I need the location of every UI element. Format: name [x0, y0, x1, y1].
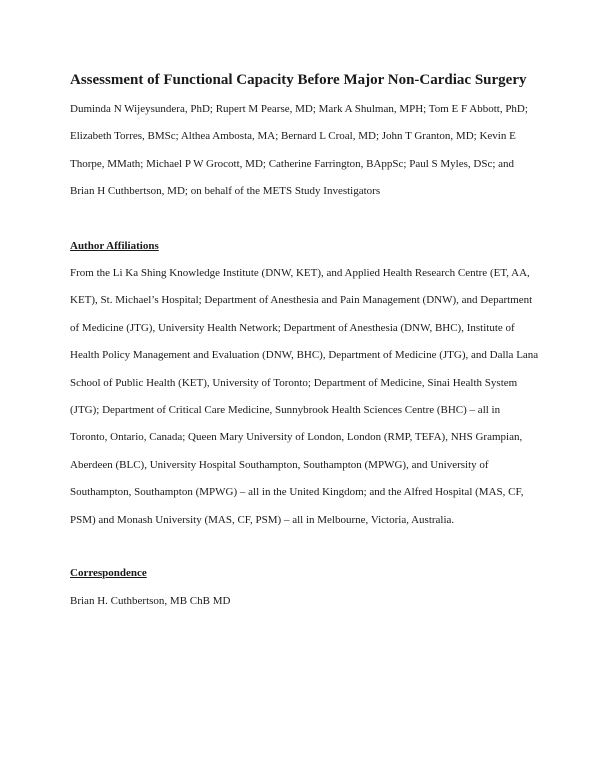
document-page — [70, 68, 540, 615]
spacer — [70, 206, 540, 233]
author-list: Duminda N Wijeysundera, PhD; Rupert M Pearse, MD; Mark A Shulman, MPH; Tom E F Abbott, PhD; Elizabeth Torres, BMSc; Althea Ambosta, MA; Bernard L Croal, MD; John T Granton, MD; Kevin E Thorpe, MMath; Michael P W Grocott, MD; Catherine Farrington, BAppSc; Paul S Myles, DSc; and Brian H Cuthbertson, MD; on behalf of the METS Study Investigators — [70, 103, 528, 198]
correspondence-heading: Correspondence — [70, 567, 147, 580]
affiliations-heading: Author Affiliations — [70, 239, 159, 252]
spacer — [70, 534, 540, 560]
affiliations-text: From the Li Ka Shing Knowledge Institute (DNW, KET), and Applied Health Research Centre (ET, AA, KET), St. Michael’s Hospital; Department of Anesthesia and Pain Management (DNW), and Department of Medicine (JTG), University Health Network; Department of Anesthesia (DNW, BHC), Institute of Health Policy Management and Evaluation (DNW, BHC), Department of Medicine (JTG), and Dalla Lana School of Public Health (KET), University of Toronto; Department of Medicine, Sinai Health System (JTG); Department of Critical Care Medicine, Sunnybrook Health Sciences Centre (BHC) – all in Toronto, Ontario, Canada; Queen Mary University of London, London (RMP, TEFA), NHS Grampian, Aberdeen (BLC), University Hospital Southampton, Southampton (MPWG), and University of Southampton, Southampton (MPWG) – all in the United Kingdom; and the Alfred Hospital (MAS, CF, PSM) and Monash University (MAS, CF, PSM) – all in Melbourne, Victoria, Australia. — [70, 267, 539, 526]
correspondence-name: Brian H. Cuthbertson, MB ChB MD — [70, 594, 231, 607]
paper-title: Assessment of Functional Capacity Before Major Non-Cardiac Surgery — [70, 72, 527, 88]
